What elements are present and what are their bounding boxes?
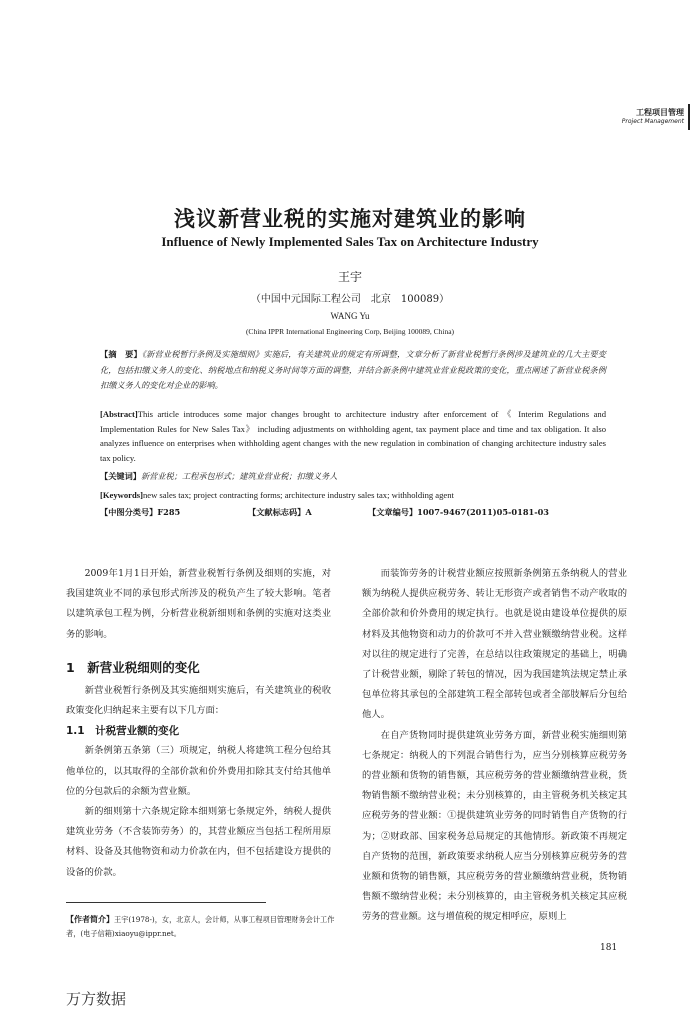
body-paragraph: 新条例第五条第（三）项规定，纳税人将建筑工程分包给其他单位的，以其取得的全部价款和价外费用扣除其支付给其他单位的分包款后的余额为营业额。 — [66, 745, 331, 797]
abstract-en-text: This article introduces some major changes brought to architecture industry after enforcement of 《 Interim Regulations and Implementation Rules for New Sales Tax》 including adjustments on withholding agent, tax payment place and time and tax obligation. It also analyzes influence on enterprises when withholding agent changes with the new regulation in combination of changing architecture industry sales tax policy. — [100, 409, 606, 463]
footnote-text: 王宇(1978-)，女，北京人，会计师，从事工程项目管理财务会计工作者，(电子信箱)xiaoyu@ippr.net。 — [66, 915, 335, 938]
abstract-en-label: [Abstract] — [100, 409, 138, 419]
article-number: 【文章编号】1007-9467(2011)05-0181-03 — [368, 507, 550, 517]
keywords-en-label: [Keywords] — [100, 490, 143, 500]
footnote-label: 【作者简介】 — [66, 914, 114, 924]
section-heading-1-1: 1.1 计税营业额的变化 — [66, 725, 180, 738]
keywords-zh-label: 【关键词】 — [100, 471, 141, 481]
abstract-zh-label: 【摘 要】 — [100, 349, 142, 359]
body-column-right — [362, 564, 627, 928]
section-title-en: Project Management — [621, 118, 684, 125]
body-paragraph: 在自产货物同时提供建筑业劳务方面，新营业税实施细则第七条规定：纳税人的下列混合销售行为，应当分别核算应税劳务的营业额和货物的销售额，其应税劳务的营业额缴纳营业税，货物销售额不缴纳营业税；未分别核算的，由主管税务机关核定其应税劳务的营业额：①提供建筑业劳务的同时销售自产货物的行为；②财政部、国家税务总局规定的其他情形。新政策不再规定自产货物的范围，新政策要求纳税人应当分别核算应税劳务的营业额和货物的销售额，其应税劳务的营业额缴纳营业税，货物销售额不缴纳营业税；未分别核算的，由主管税务机关核定其应税劳务的营业额。这与增值税的规定相呼应，原则上 — [362, 729, 627, 923]
keywords-zh — [100, 469, 606, 485]
section-heading-1: 1 新营业税细则的变化 — [66, 659, 200, 675]
paper-title-en: Influence of Newly Implemented Sales Tax on Architecture Industry — [161, 234, 539, 249]
paper-title-zh: 浅议新营业税的实施对建筑业的影响 — [174, 206, 526, 231]
abstract-zh — [100, 347, 606, 394]
author-name-zh: 王宇 — [337, 270, 362, 284]
section-bar — [688, 104, 690, 130]
keywords-en — [100, 488, 606, 504]
abstract-en — [100, 407, 606, 465]
footnote-divider — [66, 902, 266, 903]
journal-section-label — [598, 108, 684, 126]
body-paragraph: 而装饰劳务的计税营业额应按照新条例第五条纳税人的营业额为纳税人提供应税劳务、转让无形资产或者销售不动产收取的全部价款和价外费用的规定执行。也就是说由建设单位提供的原材料及其他物资和动力的价款可不并入营业额缴纳营业税。这样对以往的规定进行了完善，在总结以往政策规定的基础上，明确了计税营业额，剔除了转包的情况，因为我国建筑法规定禁止承包单位将其承包的全部建筑工程全部转包或者全部肢解后分包给他人。 — [362, 568, 627, 721]
body-paragraph: 新营业税暂行条例及其实施细则实施后，有关建筑业的税收政策变化归纳起来主要有以下几方面： — [66, 684, 331, 717]
section-title-zh: 工程项目管理 — [636, 108, 684, 117]
author-name-en: WANG Yu — [330, 311, 370, 321]
author-footnote — [66, 912, 336, 941]
keywords-zh-text: 新营业税；工程承包形式；建筑业营业税；扣缴义务人 — [140, 471, 338, 481]
author-affiliation-en: (China IPPR International Engineering Corp, Beijing 100089, China) — [245, 327, 455, 336]
clc-code: 【中图分类号】F285 — [100, 507, 181, 517]
document-code: 【文献标志码】A — [248, 507, 312, 517]
body-paragraph: 新的细则第十六条规定除本细则第七条规定外，纳税人提供建筑业劳务（不含装饰劳务）的，其营业额应当包括工程所用原材料、设备及其他物资和动力价款在内，但不包括建设方提供的设备的价款。 — [66, 806, 331, 878]
wanfang-watermark: 万方数据 — [66, 990, 127, 1008]
body-column-left — [66, 564, 331, 883]
page-number: 181 — [600, 943, 618, 953]
keywords-en-text: new sales tax; project contracting forms; architecture industry sales tax; withholding agent — [142, 490, 454, 500]
body-paragraph: 2009年1月1日开始，新营业税暂行条例及细则的实施，对我国建筑业不同的承包形式所涉及的税负产生了较大影响。笔者以建筑承包工程为例，分析营业税新细则和条例的实施对这类业务的影响。 — [66, 568, 331, 640]
author-affiliation-zh: （中国中元国际工程公司 北京 100089） — [250, 294, 450, 305]
abstract-zh-text: 《新营业税暂行条例及实施细则》实施后，有关建筑业的规定有所调整，文章分析了新营业税暂行条例涉及建筑业的几大主要变化，包括扣缴义务人的变化、纳税地点和纳税义务时间等方面的调整，并结合新条例中建筑业营业税政策的变化，重点阐述了新营业税条例扣缴义务人的变化对企业的影响。 — [100, 349, 606, 390]
